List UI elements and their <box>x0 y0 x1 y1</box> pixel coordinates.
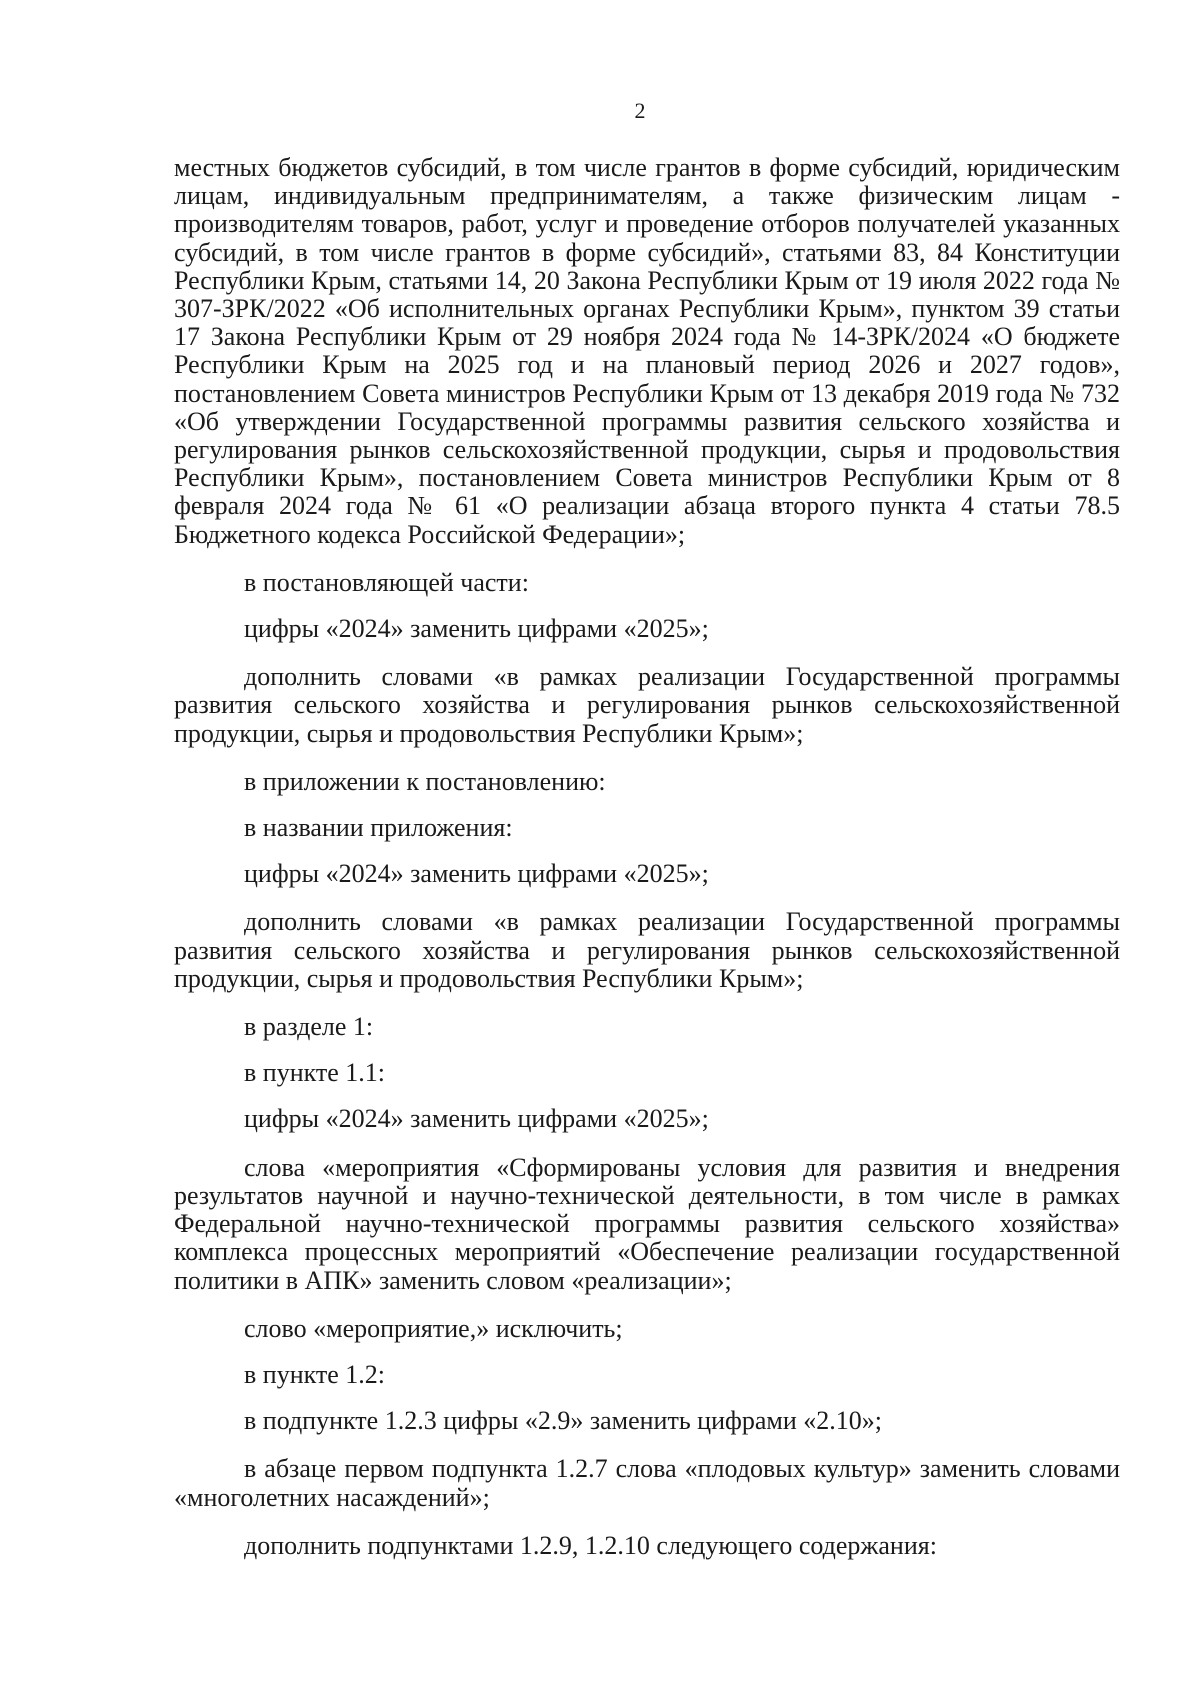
paragraph-preamble-continuation: местных бюджетов субсидий, в том числе грантов в форме субсидий, юридическим лицам, индивидуальным предпринимателям, а также физическим лицам - производителям товаров, работ, услуг и проведение отборов получателей указанных субсидий, в том числе грантов в форме субсидий», статьями 83, 84 Конституции Республики Крым, статьями 14, 20 Закона Республики Крым от 19 июля 2022 года № 307-ЗРК/2022 «Об исполнительных органах Республики Крым», пунктом 39 статьи 17 Закона Республики Крым от 29 ноября 2024 года № 14-ЗРК/2024 «О бюджете Республики Крым на 2025 год и на плановый период 2026 и 2027 годов», постановлением Совета министров Республики Крым от 13 декабря 2019 года № 732 «Об утверждении Государственной программы развития сельского хозяйства и регулирования рынков сельскохозяйственной продукции, сырья и продовольствия Республики Крым», постановлением Совета министров Республики Крым от 8 февраля 2024 года № 61 «О реализации абзаца второго пункта 4 статьи 78.5 Бюджетного кодекса Российской Федерации»; <box>174 153 1120 549</box>
page-number: 2 <box>634 98 646 123</box>
paragraph-replace-year-2: цифры «2024» заменить цифрами «2025»; <box>244 859 709 889</box>
paragraph-exclude-word: слово «мероприятие,» исключить; <box>244 1313 623 1343</box>
paragraph-add-words-2: дополнить словами «в рамках реализации Государственной программы развития сельского хозяйства и регулирования рынков сельскохозяйственной продукции, сырья и продовольствия Республики Крым»; <box>174 907 1120 993</box>
paragraph-subitem-1-2-7: в абзаце первом подпункта 1.2.7 слова «плодовых культур» заменить словами «многолетних насаждений»; <box>174 1454 1120 1512</box>
paragraph-add-subitems: дополнить подпунктами 1.2.9, 1.2.10 следующего содержания: <box>244 1530 937 1560</box>
paragraph-item-1-2: в пункте 1.2: <box>244 1359 386 1389</box>
paragraph-replace-year-1: цифры «2024» заменить цифрами «2025»; <box>244 614 709 644</box>
paragraph-annex-title: в названии приложения: <box>244 813 513 843</box>
paragraph-replace-year-3: цифры «2024» заменить цифрами «2025»; <box>244 1104 709 1134</box>
paragraph-subitem-1-2-3: в подпункте 1.2.3 цифры «2.9» заменить цифрами «2.10»; <box>244 1406 882 1436</box>
paragraph-section-1: в разделе 1: <box>244 1012 374 1042</box>
document-body <box>174 154 1120 1560</box>
paragraph-annex: в приложении к постановлению: <box>244 766 606 796</box>
paragraph-add-words-1: дополнить словами «в рамках реализации Государственной программы развития сельского хозяйства и регулирования рынков сельскохозяйственной продукции, сырья и продовольствия Республики Крым»; <box>174 662 1120 748</box>
paragraph-replace-words: слова «мероприятия «Сформированы условия для развития и внедрения результатов научной и научно-технической деятельности, в том числе в рамках Федеральной научно-технической программы развития сельского хозяйства» комплекса процессных мероприятий «Обеспечение реализации государственной политики в АПК» заменить словом «реализации»; <box>174 1152 1120 1295</box>
paragraph-operative-part: в постановляющей части: <box>244 567 529 597</box>
paragraph-item-1-1: в пункте 1.1: <box>244 1058 386 1088</box>
